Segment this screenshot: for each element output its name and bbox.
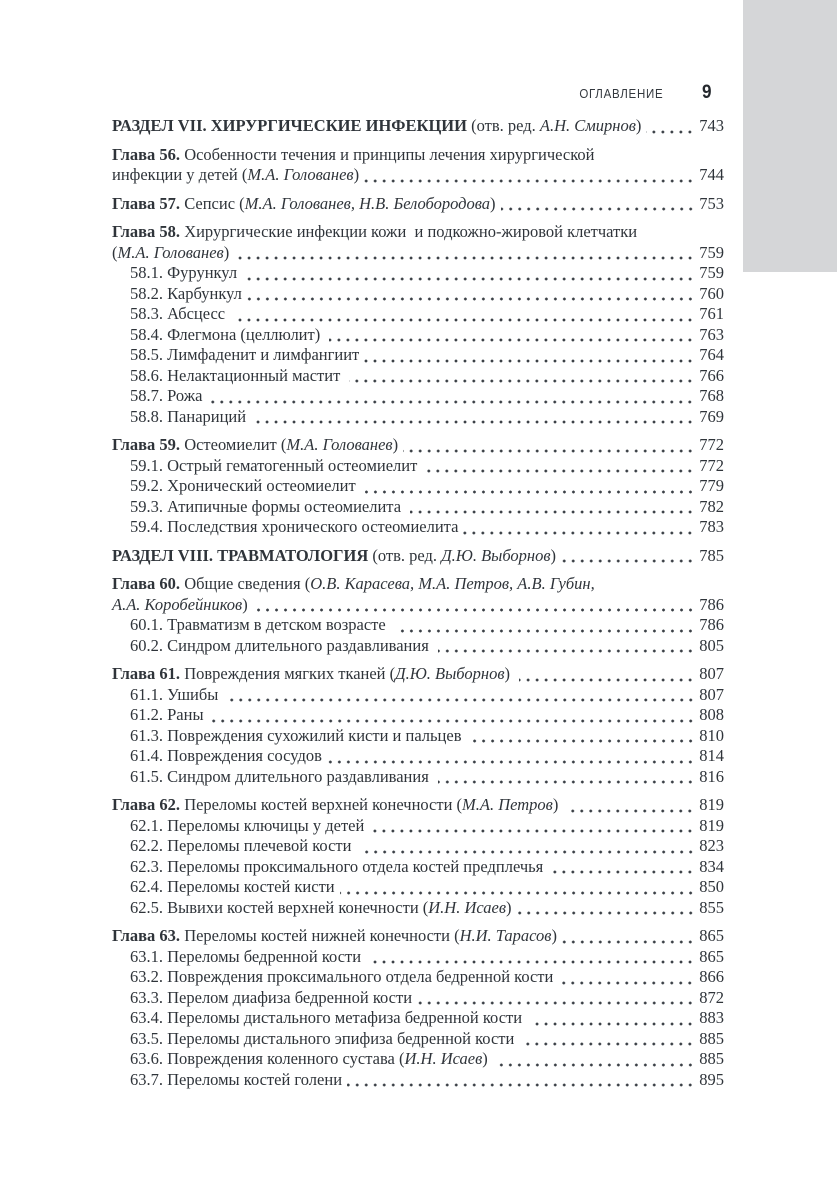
toc-entry-sub	[112, 898, 724, 919]
entry-page-number: 823	[699, 836, 724, 855]
entry-text	[130, 857, 547, 878]
entry-text-segment: )	[550, 545, 557, 565]
entry-page-number: 783	[699, 517, 724, 536]
entry-text-segment: 63.2. Повреждения проксимального отдела бедренной кости	[130, 967, 558, 986]
dot-leader	[395, 629, 697, 633]
entry-text	[112, 116, 641, 137]
entry-text-segment: Повреждения мягких тканей (	[180, 664, 396, 683]
toc-entry-sub	[112, 947, 724, 968]
entry-text	[130, 1029, 518, 1050]
entry-text-segment: 58.7. Рожа	[130, 386, 203, 405]
dot-leader	[417, 1001, 697, 1005]
toc-entry-sub	[112, 1029, 724, 1050]
entry-text-segment: )	[223, 242, 230, 262]
entry-text-segment: И.Н. Исаев	[404, 1049, 483, 1068]
entry-text-segment: (отв. ред.	[368, 545, 442, 565]
toc-entry-sub	[112, 366, 724, 387]
entry-text-segment: А.Н. Смирнов	[539, 116, 636, 135]
entry-text-segment: Глава 61.	[112, 664, 181, 683]
entry-text	[112, 574, 595, 595]
entry-text-segment: 61.5. Синдром длительного раздавливания	[130, 766, 433, 786]
entry-text	[112, 795, 562, 816]
entry-text-segment: )	[504, 664, 515, 683]
entry-text	[130, 877, 335, 898]
entry-text-segment: 61.1. Ушибы	[130, 684, 223, 704]
toc-line	[112, 1008, 724, 1029]
dot-leader	[501, 207, 698, 211]
toc-entry-sub	[112, 456, 724, 477]
toc-entry-sub	[112, 615, 724, 636]
entry-page-number: 763	[699, 324, 724, 344]
dot-leader	[347, 1083, 697, 1087]
toc-line	[112, 517, 724, 538]
entry-text	[112, 145, 594, 166]
entry-text	[130, 816, 364, 837]
entry-text-segment: М.А. Голованев, Н.В. Белобородова	[244, 193, 491, 213]
entry-text-segment: Н.И. Тарасов	[459, 926, 552, 945]
dot-leader	[562, 981, 697, 985]
entry-page-number: 772	[699, 435, 724, 454]
toc-line	[112, 615, 724, 636]
toc-entry-chapter	[112, 664, 724, 685]
entry-text-segment: 58.5. Лимфаденит и лимфангиит	[130, 345, 360, 364]
dot-leader	[364, 179, 697, 183]
entry-text-segment: 60.2. Синдром длительного раздавливания	[130, 635, 433, 655]
entry-page-number: 866	[699, 967, 724, 986]
toc-entry-sub	[112, 636, 724, 657]
entry-page-number: 786	[699, 615, 724, 634]
toc-entry-sub	[112, 705, 724, 726]
entry-text-segment: инфекции у детей (	[112, 165, 248, 184]
entry-page-number: 865	[699, 946, 724, 966]
entry-text	[130, 366, 344, 387]
toc-line	[112, 857, 724, 878]
entry-text-segment: 59.3. Атипичные формы остеомиелита	[130, 496, 406, 516]
toc-line	[112, 926, 724, 947]
entry-page-number: 764	[699, 345, 724, 364]
entry-page-number: 819	[699, 795, 724, 814]
entry-page-number: 814	[699, 746, 724, 765]
dot-leader	[234, 256, 697, 260]
toc-entry-sub	[112, 386, 724, 407]
entry-text-segment: 58.3. Абсцесс	[130, 304, 230, 323]
entry-text-segment: 63.7. Переломы костей голени	[130, 1069, 343, 1089]
entry-text-segment: Глава 63.	[112, 926, 181, 945]
toc-page	[112, 82, 724, 1090]
toc-line	[112, 325, 724, 346]
entry-text-segment: Сепсис (	[180, 193, 245, 213]
entry-text-segment: И.Н. Исаев	[428, 897, 507, 917]
entry-text-segment: (отв. ред.	[466, 116, 540, 135]
entry-text	[130, 456, 421, 477]
toc-line	[112, 497, 724, 518]
toc-line	[112, 1049, 724, 1070]
entry-text	[130, 304, 229, 325]
toc-line	[112, 366, 724, 387]
dot-leader	[253, 608, 698, 612]
entry-page-number: 816	[699, 766, 724, 786]
entry-text-segment: )	[242, 594, 248, 614]
entry-text	[112, 926, 557, 947]
entry-page-number: 786	[699, 594, 724, 614]
dot-leader	[369, 829, 697, 833]
entry-text	[112, 194, 496, 215]
dot-leader	[329, 338, 697, 342]
entry-text	[130, 386, 202, 407]
entry-text	[130, 615, 390, 636]
dot-leader	[228, 698, 698, 702]
dot-leader	[463, 531, 697, 535]
entry-page-number: 766	[699, 365, 724, 385]
toc-entry-sub	[112, 325, 724, 346]
toc-line	[112, 767, 724, 788]
entry-text	[130, 1049, 492, 1070]
toc-entry-sub	[112, 877, 724, 898]
entry-text-segment: 59.1. Острый гематогенный остеомиелит	[130, 455, 422, 475]
dot-leader	[364, 359, 697, 363]
entry-page-number: 772	[699, 455, 724, 475]
entry-text-segment: 63.1. Переломы бедренной кости	[130, 946, 366, 966]
toc-entry-sub	[112, 816, 724, 837]
entry-text	[130, 947, 365, 968]
toc-line	[112, 705, 724, 726]
dot-leader	[517, 911, 698, 915]
entry-text	[130, 836, 356, 857]
dot-leader	[438, 780, 697, 784]
dot-leader	[567, 809, 697, 813]
toc-line	[112, 194, 724, 215]
entry-text-segment: )	[551, 926, 557, 945]
entry-text	[130, 726, 466, 747]
entry-text	[130, 345, 359, 366]
dot-leader	[207, 400, 697, 404]
toc-entry-chapter	[112, 795, 724, 816]
toc-entry-sub	[112, 685, 724, 706]
entry-text-segment: М.А. Голованев	[117, 242, 224, 262]
toc-entry-sub	[112, 767, 724, 788]
entry-text-segment: 63.4. Переломы дистального метафиза бедренной кости	[130, 1008, 527, 1027]
toc-line	[112, 795, 724, 816]
entry-text-segment: 58.6. Нелактационный мастит	[130, 365, 345, 385]
entry-text-segment: РАЗДЕЛ VII. ХИРУРГИЧЕСКИЕ ИНФЕКЦИИ	[112, 116, 467, 135]
entry-text-segment: Переломы костей верхней конечности (	[180, 795, 463, 814]
entry-text-segment: 61.2. Раны	[130, 705, 204, 724]
entry-page-number: 855	[699, 897, 724, 917]
toc-line	[112, 947, 724, 968]
entry-text-segment: М.А. Голованев	[247, 165, 354, 184]
entry-text-segment: )	[353, 165, 360, 184]
entry-text-segment: )	[552, 795, 563, 814]
toc-entry-chapter	[112, 435, 724, 456]
toc-line	[112, 1029, 724, 1050]
toc-entry-chapter	[112, 145, 724, 186]
toc-line	[112, 685, 724, 706]
toc-entry-section	[112, 116, 724, 137]
entry-text	[112, 595, 248, 616]
entry-text	[112, 165, 359, 186]
toc-line	[112, 386, 724, 407]
entry-page-number: 785	[699, 545, 724, 565]
toc-line	[112, 636, 724, 657]
page-header-title: ОГЛАВЛЕНИЕ	[579, 87, 664, 101]
dot-leader	[361, 850, 698, 854]
entry-text	[112, 243, 229, 264]
toc-line	[112, 1070, 724, 1091]
entry-page-number: 807	[699, 664, 724, 683]
dot-leader	[471, 739, 698, 743]
toc-line	[112, 263, 724, 284]
toc-line	[112, 746, 724, 767]
entry-text-segment: РАЗДЕЛ VIII. ТРАВМАТОЛОГИЯ	[112, 545, 369, 565]
toc-entry-sub	[112, 967, 724, 988]
toc-line	[112, 967, 724, 988]
entry-page-number: 808	[699, 705, 724, 724]
entry-text-segment: О.В. Карасева, М.А. Петров, А.В. Губин,	[310, 574, 595, 593]
entry-page-number: 782	[699, 496, 724, 516]
entry-page-number: 805	[699, 635, 724, 655]
entry-text-segment: 62.1. Переломы ключицы у детей	[130, 815, 365, 835]
toc-line	[112, 664, 724, 685]
toc-line	[112, 546, 724, 567]
toc-line	[112, 816, 724, 837]
entry-text-segment: 58.1. Фурункул	[130, 263, 238, 282]
entry-text-segment: М.А. Голованев	[286, 435, 393, 454]
entry-page-number: 885	[699, 1028, 724, 1048]
entry-text-segment: Переломы костей нижней конечности (	[180, 926, 460, 945]
toc-entry-sub	[112, 1008, 724, 1029]
entry-page-number: 865	[699, 926, 724, 945]
toc-line	[112, 476, 724, 497]
entry-text-segment: Хирургические инфекции кожи и подкожно-жировой клетчатки	[180, 222, 638, 241]
toc-line	[112, 877, 724, 898]
dot-leader	[497, 1063, 697, 1067]
toc-line	[112, 165, 724, 186]
entry-text	[130, 988, 412, 1009]
entry-page-number: 819	[699, 815, 724, 835]
entry-text-segment: Глава 58.	[112, 222, 181, 241]
toc-line	[112, 284, 724, 305]
entry-text-segment: )	[506, 897, 512, 917]
entry-text	[112, 435, 398, 456]
entry-text-segment: 63.6. Повреждения коленного сустава (	[130, 1049, 405, 1068]
dot-leader	[365, 490, 697, 494]
entry-text	[130, 767, 433, 788]
entry-page-number: 761	[699, 304, 724, 323]
toc-list	[112, 116, 724, 1090]
entry-text-segment: 58.2. Карбункул	[130, 283, 242, 303]
entry-text-segment: )	[392, 435, 399, 454]
toc-entry-sub	[112, 263, 724, 284]
dot-leader	[519, 678, 697, 682]
toc-line	[112, 726, 724, 747]
entry-text-segment: 61.3. Повреждения сухожилий кисти и пальцев	[130, 725, 466, 745]
toc-entry-sub	[112, 988, 724, 1009]
entry-text-segment: (	[112, 242, 118, 262]
toc-entry-sub	[112, 476, 724, 497]
entry-text-segment: Глава 56.	[112, 144, 181, 164]
entry-text-segment: Глава 60.	[112, 574, 181, 593]
dot-leader	[327, 760, 697, 764]
entry-text	[130, 325, 324, 346]
entry-text	[130, 284, 242, 305]
toc-entry-sub	[112, 304, 724, 325]
entry-text-segment: 60.1. Травматизм в детском возрасте	[130, 615, 390, 634]
toc-entry-sub	[112, 1049, 724, 1070]
toc-entry-section	[112, 546, 724, 567]
entry-text-segment: )	[635, 116, 642, 135]
dot-leader	[561, 559, 697, 563]
entry-text-segment: 62.3. Переломы проксимального отдела костей предплечья	[130, 856, 548, 876]
entry-text	[130, 497, 405, 518]
entry-page-number: 759	[699, 263, 724, 282]
entry-text-segment: Глава 62.	[112, 795, 181, 814]
entry-text	[130, 898, 512, 919]
entry-text-segment: А.А. Коробейников	[112, 594, 243, 614]
entry-text-segment: 62.5. Вывихи костей верхней конечности (	[130, 897, 429, 917]
toc-entry-chapter	[112, 574, 724, 615]
toc-entry-sub	[112, 497, 724, 518]
entry-text	[130, 517, 458, 538]
entry-page-number: 768	[699, 386, 724, 405]
entry-text-segment: Особенности течения и принципы лечения хирургической	[180, 144, 595, 164]
entry-text	[130, 1070, 342, 1091]
dot-leader	[552, 870, 697, 874]
dot-leader	[340, 891, 698, 895]
entry-page-number: 779	[699, 476, 724, 495]
entry-text	[112, 546, 556, 567]
toc-line	[112, 116, 724, 137]
entry-text	[112, 222, 637, 243]
entry-page-number: 885	[699, 1049, 724, 1068]
dot-leader	[242, 277, 697, 281]
dot-leader	[209, 719, 698, 723]
entry-text-segment: )	[490, 193, 496, 213]
entry-text-segment: 63.5. Переломы дистального эпифиза бедренной кости	[130, 1028, 519, 1048]
toc-line	[112, 988, 724, 1009]
entry-page-number: 769	[699, 406, 724, 426]
entry-text-segment: 58.8. Панариций	[130, 406, 251, 426]
dot-leader	[438, 649, 697, 653]
entry-page-number: 744	[699, 165, 724, 184]
dot-leader	[646, 130, 697, 134]
toc-line	[112, 574, 724, 595]
entry-page-number: 807	[699, 684, 724, 704]
entry-page-number: 810	[699, 725, 724, 745]
toc-line	[112, 407, 724, 428]
entry-text	[130, 407, 250, 428]
entry-text-segment: 58.4. Флегмона (целлюлит)	[130, 324, 325, 344]
entry-text-segment: Д.Ю. Выборнов	[441, 545, 551, 565]
toc-line	[112, 304, 724, 325]
entry-text-segment: Д.Ю. Выборнов	[395, 664, 505, 683]
page-number: 9	[702, 82, 712, 103]
toc-line	[112, 145, 724, 166]
entry-text-segment: 59.4. Последствия хронического остеомиелита	[130, 517, 459, 536]
entry-text-segment: Общие сведения (	[180, 574, 311, 593]
toc-line	[112, 243, 724, 264]
toc-entry-sub	[112, 836, 724, 857]
entry-text	[130, 263, 237, 284]
page-header	[112, 82, 724, 104]
dot-leader	[562, 940, 697, 944]
toc-entry-chapter	[112, 194, 724, 215]
entry-text-segment: 59.2. Хронический остеомиелит	[130, 476, 360, 495]
entry-page-number: 753	[699, 193, 724, 213]
entry-text-segment: Глава 57.	[112, 193, 181, 213]
toc-line	[112, 595, 724, 616]
entry-text-segment: 61.4. Повреждения сосудов	[130, 746, 322, 765]
toc-entry-sub	[112, 746, 724, 767]
dot-leader	[403, 449, 697, 453]
entry-text	[112, 664, 514, 685]
dot-leader	[255, 420, 697, 424]
entry-text-segment: 62.2. Переломы плечевой кости	[130, 836, 356, 855]
toc-entry-sub	[112, 407, 724, 428]
entry-text	[130, 746, 322, 767]
entry-page-number: 760	[699, 283, 724, 303]
entry-text-segment: 62.4. Переломы костей кисти	[130, 877, 335, 896]
dot-leader	[370, 960, 697, 964]
entry-text	[130, 476, 360, 497]
entry-text-segment: Глава 59.	[112, 435, 181, 454]
entry-page-number: 850	[699, 877, 724, 896]
toc-line	[112, 345, 724, 366]
entry-text-segment: 63.3. Перелом диафиза бедренной кости	[130, 987, 413, 1007]
toc-line	[112, 456, 724, 477]
toc-line	[112, 222, 724, 243]
entry-text	[130, 967, 557, 988]
toc-line	[112, 898, 724, 919]
toc-entry-chapter	[112, 926, 724, 947]
toc-entry-sub	[112, 284, 724, 305]
entry-page-number: 759	[699, 242, 724, 262]
toc-entry-sub	[112, 857, 724, 878]
toc-entry-sub	[112, 1070, 724, 1091]
dot-leader	[247, 297, 697, 301]
dot-leader	[349, 379, 697, 383]
entry-page-number: 834	[699, 856, 724, 876]
entry-page-number: 895	[699, 1069, 724, 1089]
toc-entry-chapter	[112, 222, 724, 263]
toc-entry-sub	[112, 345, 724, 366]
entry-text-segment: М.А. Петров	[462, 795, 553, 814]
dot-leader	[234, 318, 697, 322]
entry-text-segment: Остеомиелит (	[180, 435, 287, 454]
dot-leader	[531, 1022, 697, 1026]
entry-page-number: 872	[699, 987, 724, 1007]
entry-text	[130, 705, 204, 726]
entry-text-segment: )	[482, 1049, 492, 1068]
entry-text	[130, 636, 433, 657]
entry-page-number: 883	[699, 1008, 724, 1027]
thumb-index-tab	[743, 0, 837, 272]
entry-text	[130, 1008, 526, 1029]
dot-leader	[410, 510, 697, 514]
entry-text	[130, 685, 223, 706]
dot-leader	[426, 469, 697, 473]
entry-page-number: 743	[699, 116, 724, 135]
dot-leader	[523, 1042, 697, 1046]
toc-line	[112, 435, 724, 456]
toc-line	[112, 836, 724, 857]
toc-entry-sub	[112, 517, 724, 538]
toc-entry-sub	[112, 726, 724, 747]
